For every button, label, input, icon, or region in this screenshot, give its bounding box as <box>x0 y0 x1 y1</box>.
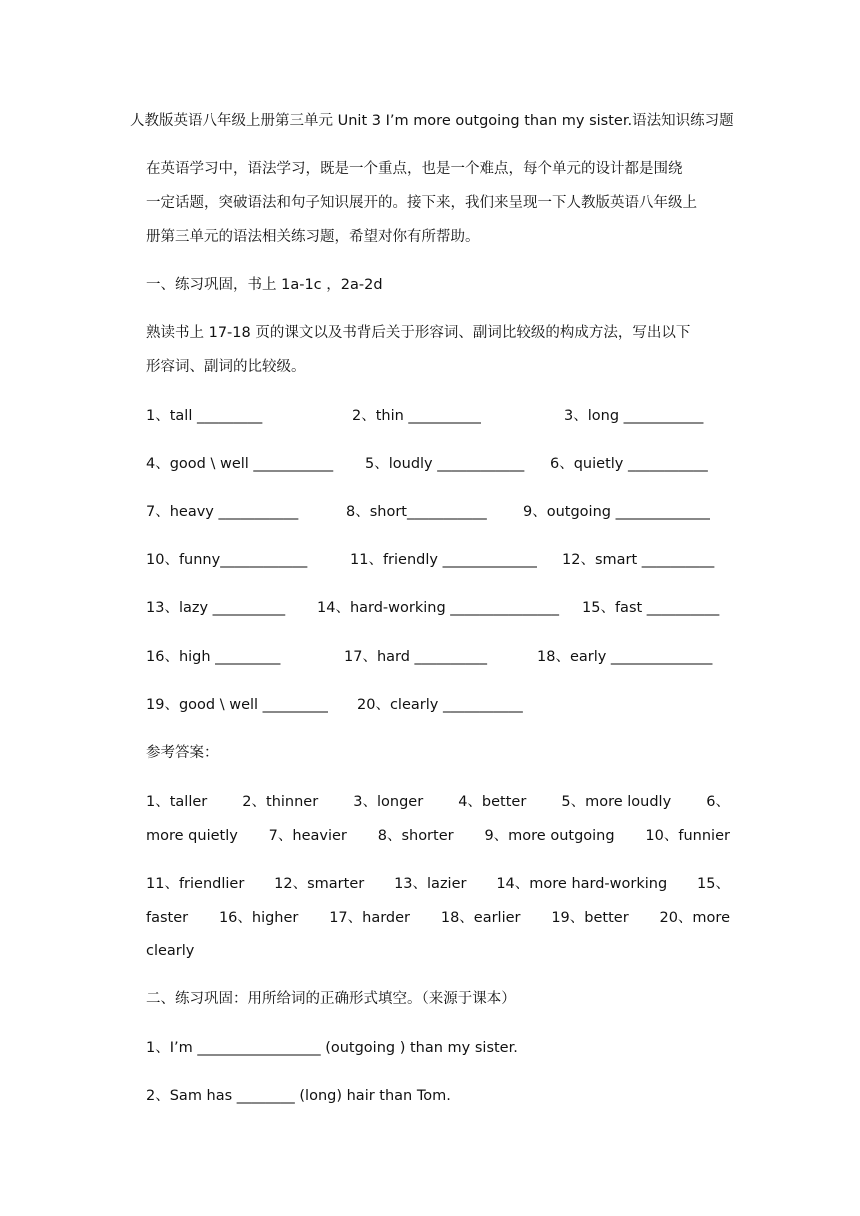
exercise-item: 6、quietly ___________ <box>550 456 708 472</box>
answer-item: 3、longer <box>353 794 424 810</box>
exercise-item: 12、smart __________ <box>562 552 715 568</box>
question-1: 1、I’m _________________ (outgoing ) than my sister. <box>146 1040 518 1056</box>
exercise-item: 4、good \ well ___________ <box>146 456 334 472</box>
exercise-item: 1、tall _________ <box>146 408 263 424</box>
answer-item: 14、more hard-working <box>496 876 668 892</box>
answer-item: 18、earlier <box>440 910 521 926</box>
answer-item: 12、smarter <box>274 876 365 892</box>
exercise-item: 13、lazy __________ <box>146 600 286 616</box>
answer-item: 13、lazier <box>394 876 467 892</box>
intro-line-2: 一定话题，突破语法和句子知识展开的。接下来，我们来呈现一下人教版英语八年级上 <box>146 195 697 211</box>
answer-item: 7、heavier <box>268 828 347 844</box>
answer-item: 1、taller <box>146 794 208 810</box>
answer-row <box>146 826 730 846</box>
exercise-item: 16、high _________ <box>146 649 281 665</box>
document-title: 人教版英语八年级上册第三单元 Unit 3 I’m more outgoing than my sister.语法知识练习题 <box>130 113 734 129</box>
answer-item: 8、shorter <box>377 828 454 844</box>
exercise-item: 14、hard-working _______________ <box>317 600 560 616</box>
exercise-item: 15、fast __________ <box>582 600 720 616</box>
answer-item: 10、funnier <box>645 828 730 844</box>
answer-row <box>146 874 730 894</box>
exercise-item: 19、good \ well _________ <box>146 697 328 713</box>
exercise-item: 2、thin __________ <box>352 408 481 424</box>
intro-line-3: 册第三单元的语法相关练习题，希望对你有所帮助。 <box>146 229 480 245</box>
section-2-heading: 二、练习巩固：用所给词的正确形式填空。（来源于课本） <box>146 991 516 1007</box>
section-1-heading: 一、练习巩固，书上 1a-1c ，2a-2d <box>146 277 383 293</box>
section-1-instruction-line-1: 熟读书上 17-18 页的课文以及书背后关于形容词、副词比较级的构成方法，写出以下 <box>146 325 691 341</box>
answer-row <box>146 792 730 812</box>
exercise-item: 5、loudly ____________ <box>365 456 525 472</box>
exercise-item: 17、hard __________ <box>344 649 488 665</box>
answer-item: 2、thinner <box>242 794 319 810</box>
exercise-item: 9、outgoing _____________ <box>523 504 710 520</box>
intro-line-1: 在英语学习中，语法学习，既是一个重点，也是一个难点，每个单元的设计都是围绕 <box>146 161 683 177</box>
answer-item: 9、more outgoing <box>484 828 615 844</box>
exercise-item: 8、short___________ <box>346 504 487 520</box>
exercise-item: 7、heavy ___________ <box>146 504 299 520</box>
answers-heading: 参考答案： <box>146 745 219 761</box>
answer-item: faster <box>146 910 189 926</box>
answer-row <box>146 908 730 928</box>
answer-item: 19、better <box>551 910 629 926</box>
answer-item: 4、better <box>458 794 527 810</box>
exercise-item: 18、early ______________ <box>537 649 713 665</box>
answer-item: clearly <box>146 943 195 959</box>
answer-item: more quietly <box>146 828 238 844</box>
answer-item: 20、more <box>659 910 730 926</box>
exercise-item: 10、funny____________ <box>146 552 308 568</box>
exercise-item: 20、clearly ___________ <box>357 697 523 713</box>
exercise-item: 11、friendly _____________ <box>350 552 537 568</box>
answer-item: 17、harder <box>329 910 411 926</box>
answer-item: 6、 <box>706 794 730 810</box>
question-2: 2、Sam has ________ (long) hair than Tom. <box>146 1088 451 1104</box>
answer-item: 5、more loudly <box>561 794 672 810</box>
exercise-item: 3、long ___________ <box>564 408 704 424</box>
answer-item: 16、higher <box>218 910 299 926</box>
answer-item: 15、 <box>697 876 730 892</box>
answer-item: 11、friendlier <box>146 876 245 892</box>
section-1-instruction-line-2: 形容词、副词的比较级。 <box>146 359 306 375</box>
